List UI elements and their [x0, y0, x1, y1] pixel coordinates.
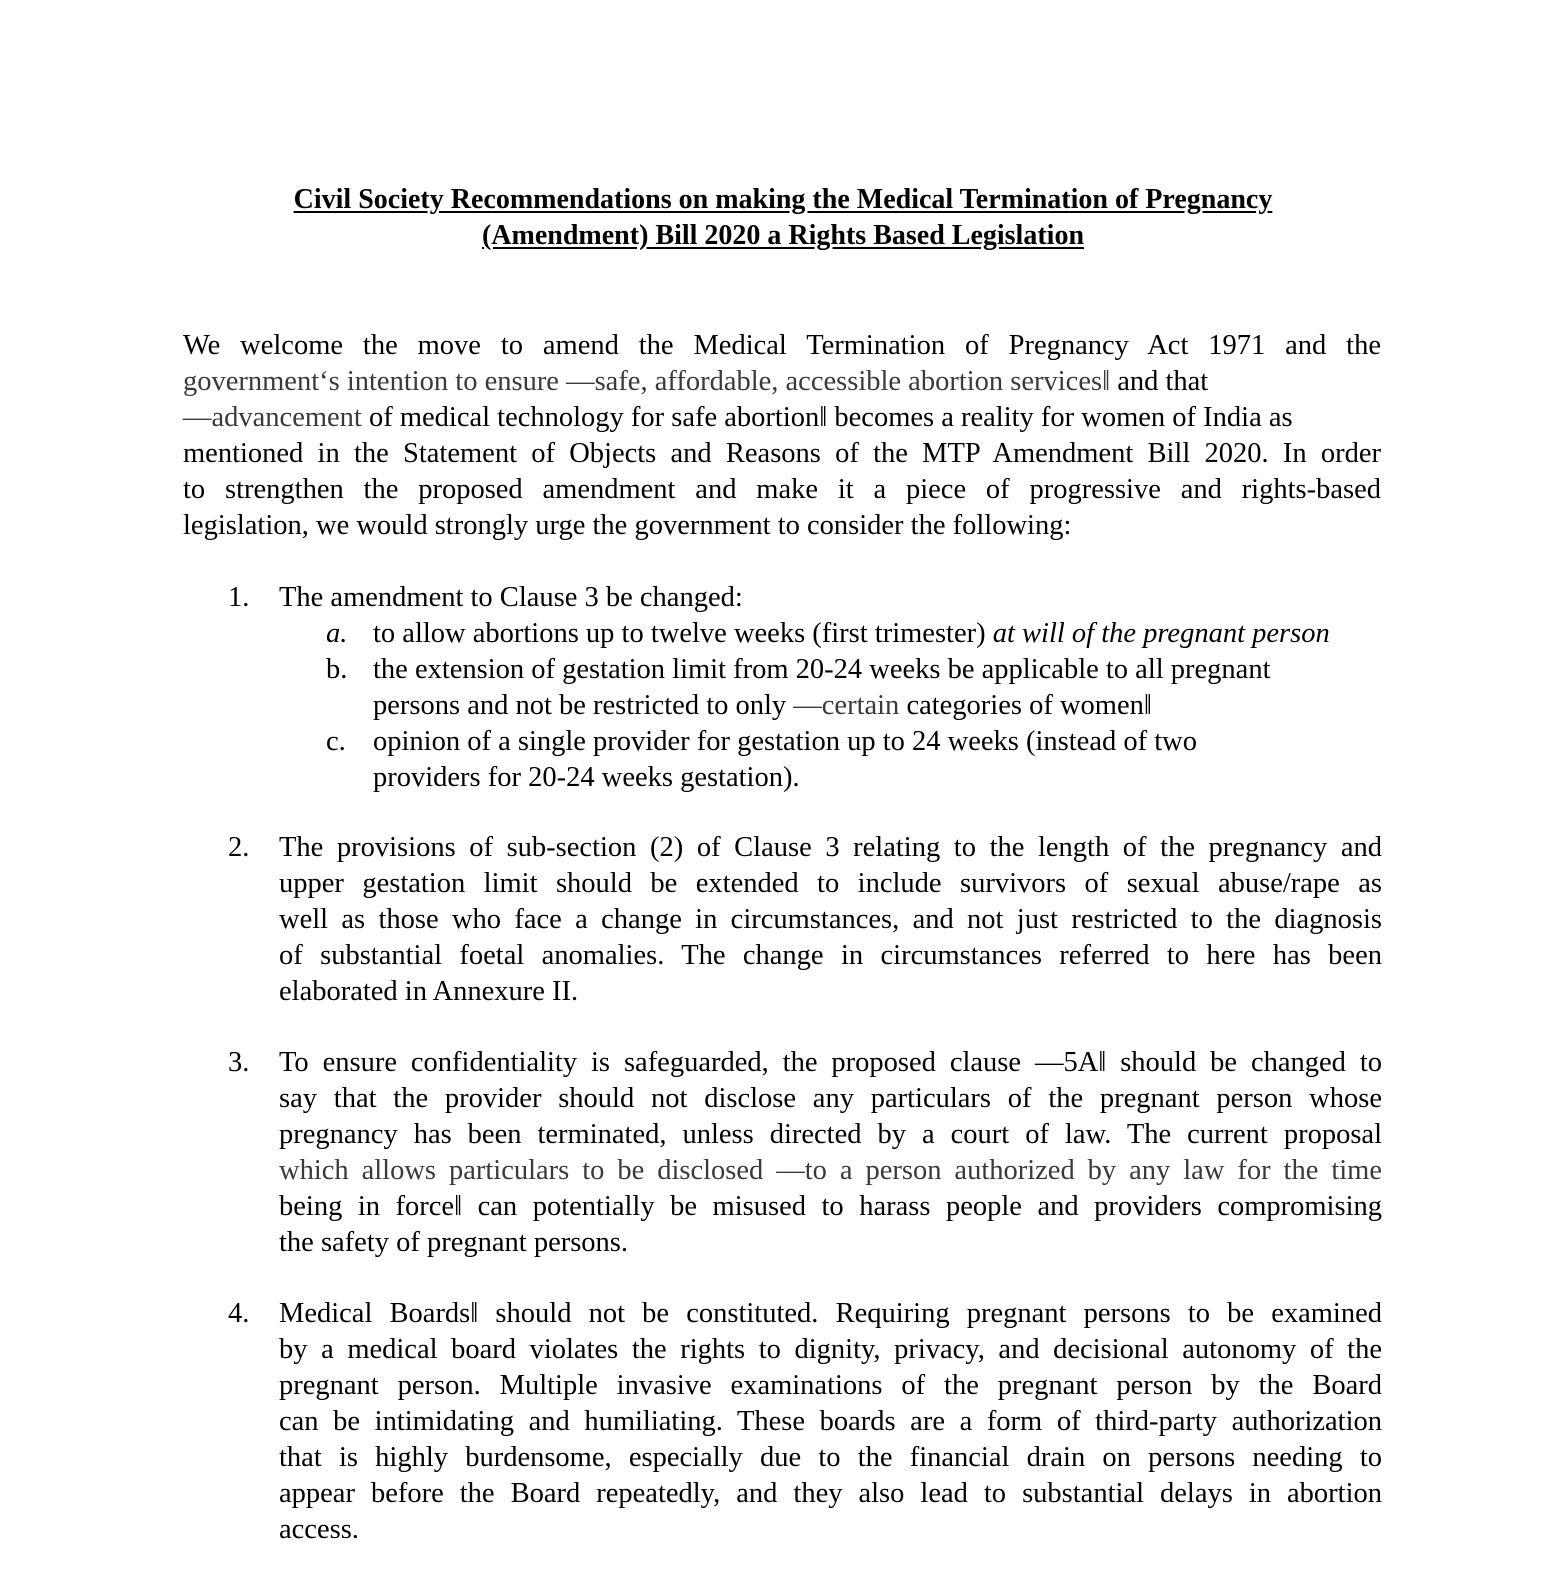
subitem-letter: a.	[326, 618, 348, 649]
subitem-b-line-2	[373, 688, 1382, 724]
item-line: elaborated in Annexure II.	[279, 976, 579, 1007]
title-line-2: (Amendment) Bill 2020 a Rights Based Legislation	[481, 220, 1085, 251]
item-line: pregnant person. Multiple invasive examinations of the pregnant person by the Board	[279, 1370, 1382, 1401]
recommendation-2	[228, 830, 1382, 1010]
subitem-a-text: to allow abortions up to twelve weeks (first trimester)	[373, 618, 993, 649]
intro-paragraph	[183, 328, 1381, 544]
item-line: by a medical board violates the rights to dignity, privacy, and decisional autonomy of the	[279, 1334, 1382, 1365]
intro-line-2-end: and that	[1110, 366, 1209, 397]
item-line: which allows particulars to be disclosed ―to a person authorized by any law for the time	[279, 1155, 1382, 1186]
subitem-letter: c.	[326, 726, 346, 757]
subitem-text	[373, 652, 1382, 724]
item-line: can be intimidating and humiliating. These boards are a form of third-party authorization	[279, 1406, 1382, 1437]
intro-line-4: mentioned in the Statement of Objects and Reasons of the MTP Amendment Bill 2020. In order	[183, 438, 1381, 469]
item-line: well as those who face a change in circumstances, and not just restricted to the diagnosis	[279, 904, 1382, 935]
item-line: To ensure confidentiality is safeguarded, the proposed clause ―5A‖ should be changed to	[279, 1047, 1382, 1078]
item-line: that is highly burdensome, especially due to the financial drain on persons needing to	[279, 1442, 1382, 1473]
item-number: 4.	[228, 1298, 250, 1329]
subitem-b-line-2c: categories of women‖	[899, 690, 1152, 721]
item-text	[279, 1045, 1382, 1261]
subitem-b-line-2a: persons and not be restricted to only	[373, 690, 794, 721]
subitem-b-line-1: the extension of gestation limit from 20-24 weeks be applicable to all pregnant	[373, 654, 1271, 685]
item-text	[279, 830, 1382, 1010]
item-line: upper gestation limit should be extended to include survivors of sexual abuse/rape as	[279, 868, 1382, 899]
item-text	[279, 1296, 1382, 1548]
subitem-c-line-1: opinion of a single provider for gestation up to 24 weeks (instead of two	[373, 726, 1197, 757]
recommendation-4	[228, 1296, 1382, 1548]
document-title	[183, 182, 1383, 254]
item-line: Medical Boards‖ should not be constituted. Requiring pregnant persons to be examined	[279, 1298, 1382, 1329]
subitem-b-quote: ―certain	[793, 690, 900, 721]
intro-line-6: legislation, we would strongly urge the government to consider the following:	[183, 510, 1072, 541]
item-line: the safety of pregnant persons.	[279, 1227, 629, 1258]
item-line: appear before the Board repeatedly, and they also lead to substantial delays in abortion	[279, 1478, 1382, 1509]
subitem-a-emphasis: at will of the pregnant person	[992, 618, 1330, 649]
item-line: pregnancy has been terminated, unless directed by a court of law. The current proposal	[279, 1119, 1382, 1150]
subitem-text	[373, 724, 1382, 796]
item-number: 1.	[228, 582, 250, 613]
item-line: being in force‖ can potentially be misused to harass people and providers compromising	[279, 1191, 1382, 1222]
intro-line-2	[183, 364, 1381, 400]
item-number: 2.	[228, 832, 250, 863]
intro-quote-2: ―advancement	[183, 402, 362, 433]
item-text: The amendment to Clause 3 be changed:	[279, 582, 743, 613]
item-line: The provisions of sub-section (2) of Clause 3 relating to the length of the pregnancy and	[279, 832, 1382, 863]
subitem-text	[373, 616, 1382, 652]
subitem-c-line-2: providers for 20-24 weeks gestation).	[373, 762, 800, 793]
intro-quote-1: government‘s intention to ensure ―safe, affordable, accessible abortion services‖	[183, 366, 1111, 397]
item-line: access.	[279, 1514, 359, 1545]
intro-line-5: to strengthen the proposed amendment and make it a piece of progressive and rights-based	[183, 474, 1381, 505]
item-number: 3.	[228, 1047, 250, 1078]
item-line: say that the provider should not disclose any particulars of the pregnant person whose	[279, 1083, 1382, 1114]
title-line-1: Civil Society Recommendations on making the Medical Termination of Pregnancy	[293, 184, 1273, 215]
item-line: of substantial foetal anomalies. The change in circumstances referred to here has been	[279, 940, 1382, 971]
intro-line-3	[183, 400, 1381, 436]
recommendation-3	[228, 1045, 1382, 1261]
subitem-letter: b.	[326, 654, 348, 685]
recommendation-1	[228, 580, 1382, 800]
intro-line-1: We welcome the move to amend the Medical Termination of Pregnancy Act 1971 and the	[183, 330, 1381, 361]
intro-line-3-end: of medical technology for safe abortion‖ becomes a reality for women of India as	[361, 402, 1293, 433]
